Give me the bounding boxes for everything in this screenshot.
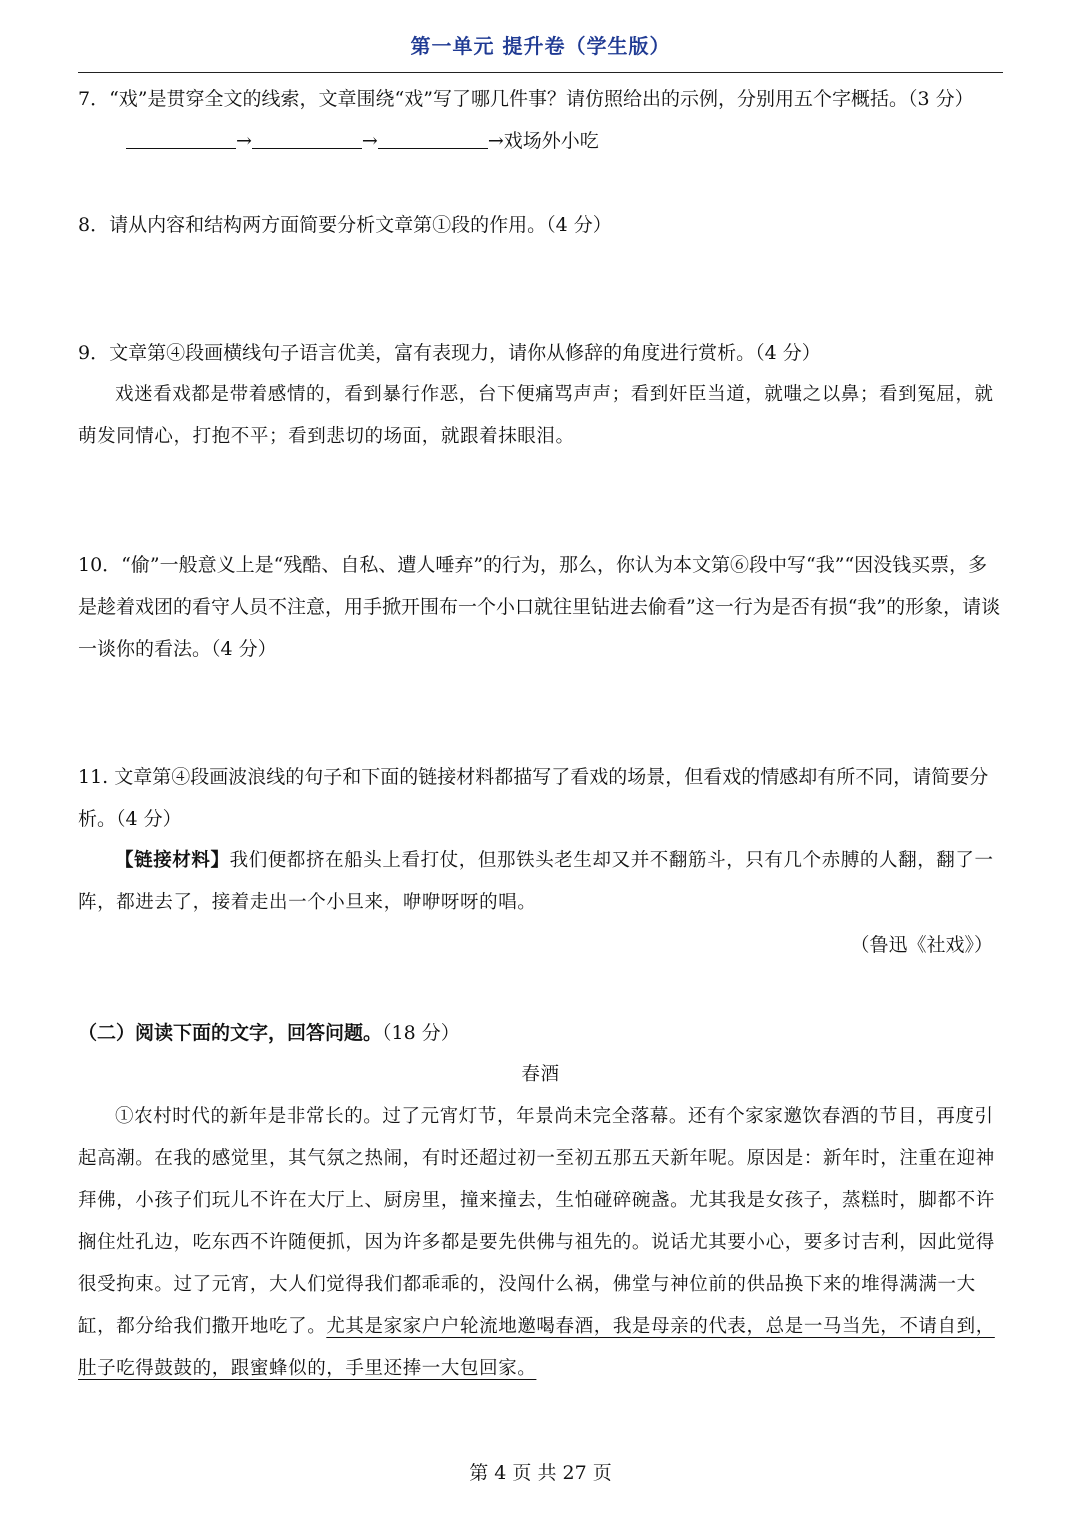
question-9-text: 9．文章第④段画横线句子语言优美，富有表现力，请你从修辞的角度进行赏析。（4 分） (78, 342, 821, 364)
question-11 (78, 756, 1003, 966)
section-2-score: （18 分） (382, 1022, 460, 1044)
material-source: （鲁迅《社戏》） (850, 934, 993, 956)
question-9-quote: 戏迷看戏都是带着感情的，看到暴行作恶，台下便痛骂声声；看到奸臣当道，就嗤之以鼻；看到冤屈，就萌发同情心，打抱不平；看到悲切的场面，就跟着抹眼泪。 (78, 384, 994, 447)
page-header-title: 第一单元 提升卷（学生版） (410, 34, 671, 58)
section-2 (78, 1012, 1003, 1390)
question-8 (78, 204, 1003, 246)
section-2-heading-line (78, 1012, 1003, 1054)
answer-blank-3[interactable] (378, 126, 488, 149)
answer-blank-1[interactable] (126, 126, 236, 149)
question-10 (78, 544, 1003, 670)
arrow-1: → (236, 130, 252, 152)
section-2-heading: （二）阅读下面的文字，回答问题。 (78, 1022, 383, 1044)
example-answer: 戏场外小吃 (503, 130, 599, 152)
arrow-3: → (487, 130, 504, 152)
paragraph-1-underlined-sentence: 尤其是家家户户轮流地邀喝春酒，我是母亲的代表，总是一马当先，不请自到，肚子吃得鼓鼓的，跟蜜蜂似的，手里还捧一大包回家。 (78, 1316, 995, 1379)
page-footer-number: 第 4 页 共 27 页 (469, 1462, 612, 1484)
article-paragraph-1 (78, 1096, 1003, 1390)
question-8-text: 8．请从内容和结构两方面简要分析文章第①段的作用。（4 分） (78, 214, 612, 236)
link-material (78, 840, 1003, 924)
link-material-text: 我们便都挤在船头上看打仗，但那铁头老生却又并不翻筋斗，只有几个赤膊的人翻，翻了一阵，都进去了，接着走出一个小旦来，咿咿呀呀的唱。 (78, 850, 994, 913)
header-divider (78, 72, 1003, 73)
arrow-2: → (361, 130, 378, 152)
link-material-label: 【链接材料】 (115, 850, 230, 871)
answer-blank-2[interactable] (252, 126, 362, 149)
question-11-text: 11. 文章第④段画波浪线的句子和下面的链接材料都描写了看戏的场景，但看戏的情感却有所不同，请简要分析。（4 分） (78, 766, 989, 830)
question-7 (78, 78, 1003, 162)
question-9 (78, 332, 1003, 458)
question-7-text: 7．“戏”是贯穿全文的线索，文章围绕“戏”写了哪几件事？请仿照给出的示例，分别用五个字概括。（3 分） (78, 88, 974, 110)
paragraph-1-text: ①农村时代的新年是非常长的。过了元宵灯节，年景尚未完全落幕。还有个家家邀饮春酒的节目，再度引起高潮。在我的感觉里，其气氛之热闹，有时还超过初一至初五那五天新年呢。原因是：新年时，注重在迎神拜佛，小孩子们玩儿不许在大厅上、厨房里，撞来撞去，生怕碰碎碗盏。尤其我是女孩子，蒸糕时，脚都不许搁住灶孔边，吃东西不许随便抓，因为许多都是要先供佛与祖先的。说话尤其要小心，要多讨吉利，因此觉得很受拘束。过了元宵，大人们觉得我们都乖乖的，没闯什么祸，佛堂与神位前的供品换下来的堆得满满一大缸，都分给我们撒开地吃了。 (78, 1106, 995, 1337)
question-7-answer-line (78, 120, 1003, 162)
article-title: 春酒 (521, 1064, 560, 1085)
question-10-text: 10．“偷”一般意义上是“残酷、自私、遭人唾弃”的行为，那么，你认为本文第⑥段中写“我”“因没钱买票，多是趁着戏团的看守人员不注意，用手掀开围布一个小口就往里钻进去偷看”这一行为是否有损“我”的形象，请谈一谈你的看法。（4 分） (78, 554, 1001, 660)
